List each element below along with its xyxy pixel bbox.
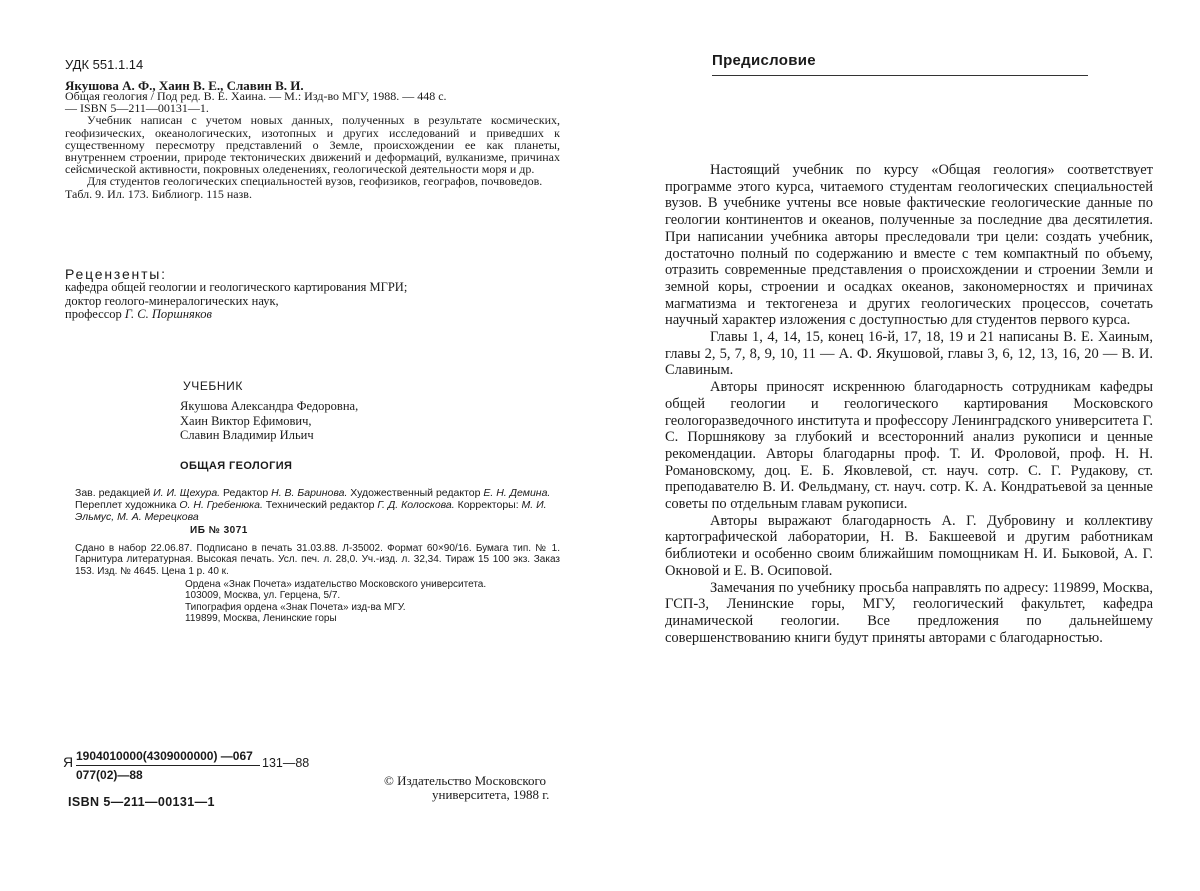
preface-paragraph: Главы 1, 4, 14, 15, конец 16-й, 17, 18, 19 и 21 написаны В. Е. Хаиным, главы 2, 5, 7, 8, 9, 10, 11 — А. Ф. Якушовой, главы 3, 6, 12, 13, 16, 20 — В. И. Славиным. — [665, 329, 1153, 379]
formula-suffix: 131—88 — [262, 756, 310, 770]
authors-line: Якушова А. Ф., Хаин В. Е., Славин В. И. — [65, 78, 304, 93]
author-name: Хаин Виктор Ефимович, — [180, 413, 312, 428]
editors-text: Корректоры: — [454, 499, 522, 511]
editors-text: Переплет художника — [75, 499, 180, 511]
editor-name: М. И. Эльмус, М. А. Мерецкова — [75, 499, 547, 523]
publisher-line: Ордена «Знак Почета» издательство Московского университета. — [185, 579, 487, 590]
audience: Для студентов геологических специальностей вузов, геофизиков, географов, почвоведов. — [87, 174, 543, 189]
editors-text: Зав. редакцией — [75, 487, 154, 499]
formula-numerator: 1904010000(4309000000) —067 — [76, 749, 253, 763]
annotation: Учебник написан с учетом новых данных, полученных в результате космических, геофизических, океанологических, изотопных и других исследований и приведших к существенному пересмотру представлений о Земле, происхождении ее как планеты, внутреннем строении, природе тектонических движений и деформаций, вулканизме, причинах сейсмической активности, покровных оледенениях, геологической деятельности моря и др. — [65, 113, 560, 177]
publisher-line: 119899, Москва, Ленинские горы — [185, 612, 337, 624]
reviewers-list — [65, 281, 407, 322]
ib-number: ИБ № 3071 — [190, 525, 248, 536]
reviewer-line: кафедра общей геологии и геологического картирования МГРИ; — [65, 280, 408, 294]
editor-name: Е. Н. Демина. — [483, 487, 551, 499]
reviewer-line: доктор геолого-минералогических наук, — [65, 293, 279, 308]
editor-name: О. Н. Гребенюка. — [179, 499, 263, 511]
publisher-line: 103009, Москва, ул. Герцена, 5/7. — [185, 590, 341, 602]
formula-denominator: 077(02)—88 — [76, 768, 143, 782]
publisher-line: Типография ордена «Знак Почета» изд-ва МГУ. — [185, 601, 406, 613]
author-name: Якушова Александра Федоровна, — [180, 399, 359, 413]
textbook-label: УЧЕБНИК — [183, 379, 243, 393]
preface-body — [665, 162, 1153, 646]
copyright-line: © Издательство Московского — [384, 773, 547, 788]
book-title: ОБЩАЯ ГЕОЛОГИЯ — [180, 460, 293, 472]
editor-name: Н. В. Баринова. — [271, 487, 348, 499]
reviewers-heading: Рецензенты: — [65, 266, 167, 282]
author-name: Славин Владимир Ильич — [180, 428, 314, 442]
author-names — [180, 399, 358, 443]
reviewer-name: Г. С. Поршняков — [124, 307, 212, 321]
editors-text: Редактор — [220, 487, 272, 499]
editors-text: Художественный редактор — [347, 487, 484, 499]
copyright — [384, 774, 549, 802]
bibliographic-description — [65, 90, 560, 200]
preface-paragraph: Авторы приносят искреннюю благодарность сотрудникам кафедры общей геологии и геологического картирования Московского геологоразведочного института и профессору Ленинградского университета Г. С. Поршнякову за глубокий и всесторонний анализ рукописи и ценные рекомендации. Авторы благодарны проф. Т. И. Фроловой, проф. Н. Н. Романовскому, доц. Е. Б. Яковлевой, ст. науч. сотр. С. Г. Рудакову, ст. преподавателю В. И. Фельдману, ст. науч. сотр. К. А. Кондратьевой за ценные советы по отдельным главам рукописи. — [665, 379, 1153, 513]
editor-name: И. И. Щехура. — [153, 487, 221, 499]
print-info: Сдано в набор 22.06.87. Подписано в печать 31.03.88. Л-35002. Формат 60×90/16. Бумага тип. № 1. Гарнитура литературная. Высокая печать. Усл. печ. л. 28,0. Уч.-изд. л. 32,34. Тираж 15 100 экз. Заказ 153. Изд. № 4645. Цена 1 р. 40 к. — [75, 543, 560, 577]
editors-credits — [75, 487, 560, 523]
reviewer-prefix: профессор — [65, 307, 125, 321]
formula-letter: Я — [63, 754, 74, 770]
preface-paragraph: Настоящий учебник по курсу «Общая геология» соответствует программе этого курса, читаемого студентам геологических специальностей вузов. В учебнике учтены все новые фактические геологические данные по геологии континентов и океанов, полученные за последние два десятилетия. При написании учебника авторы преследовали три цели: создать учебник, достаточно полный по содержанию и вместе с тем компактный по объему, отразить современные представления о происхождении и строении Земли и земной коры, строении и осадках океанов, закономерностях и причинах магматизма и тектогенеза и других геологических процессов, сочетать научный характер изложения с доступностью для студентов первого курса. — [665, 162, 1153, 329]
formula-divider — [76, 765, 260, 766]
editor-name: Г. Д. Колоскова. — [377, 499, 455, 511]
isbn: ISBN 5—211—00131—1 — [68, 795, 215, 809]
preface-rule — [712, 75, 1088, 76]
editors-text: Технический редактор — [262, 499, 378, 511]
reviewer-line — [65, 308, 407, 322]
preface-paragraph: Замечания по учебнику просьба направлять по адресу: 119899, Москва, ГСП-3, Ленинские горы, МГУ, геологический факультет, кафедра динамической геологии. Все предложения по дальнейшему совершенствованию книги будут приняты авторами с благодарностью. — [665, 579, 1153, 646]
biblio-line: — ISBN 5—211—00131—1. — [65, 101, 209, 116]
biblio-line: Общая геология / Под ред. В. Е. Хаина. — М.: Изд-во МГУ, 1988. — 448 с. — [65, 89, 447, 103]
udk-code: УДК 551.1.14 — [65, 57, 144, 72]
preface-paragraph: Авторы выражают благодарность А. Г. Дубровину и коллективу картографической лаборатории, Н. В. Бакшеевой и другим работникам библиотеки и особенно своим ближайшим помощникам Н. И. Быковой, А. Г. Окновой и Е. В. Осиповой. — [665, 512, 1153, 579]
copyright-line: университета, 1988 г. — [432, 787, 550, 802]
tables-line: Табл. 9. Ил. 173. Библиогр. 115 назв. — [65, 186, 252, 201]
preface-title: Предисловие — [712, 52, 816, 69]
publisher-info — [185, 579, 486, 624]
